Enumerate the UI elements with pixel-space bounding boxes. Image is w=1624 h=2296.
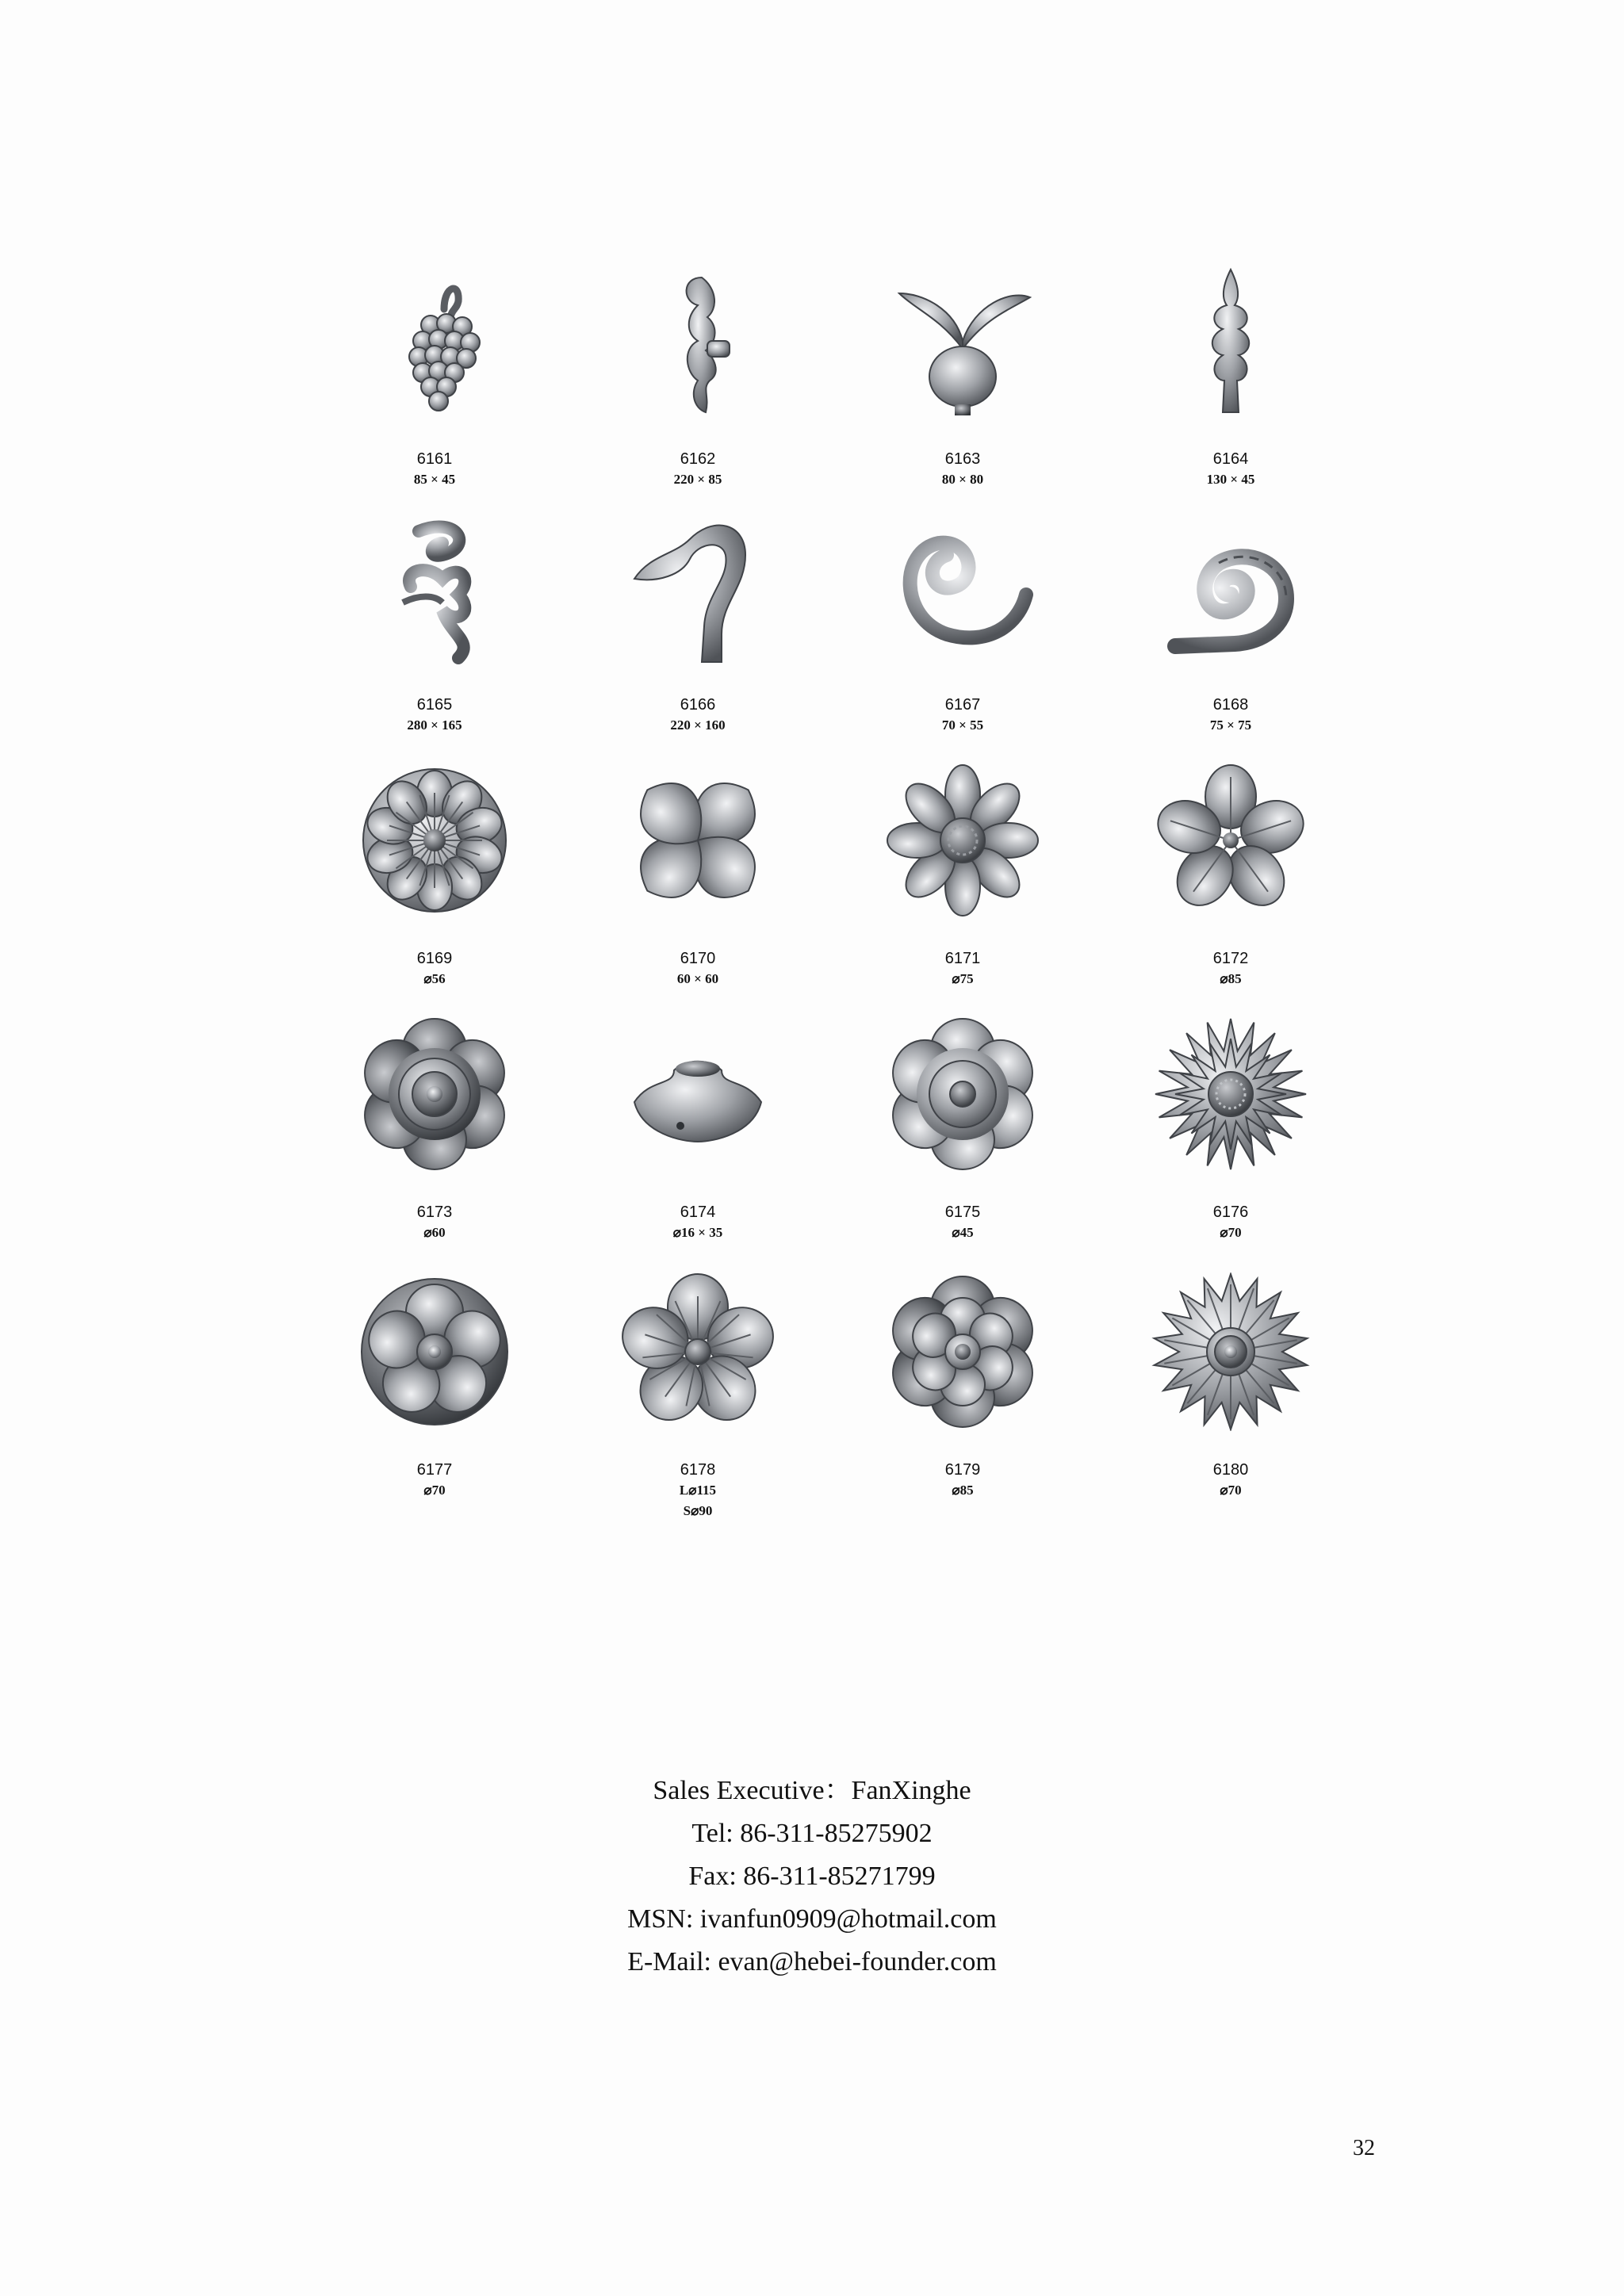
item-dimension: S⌀90 bbox=[683, 1503, 713, 1518]
sales-executive: Sales Executive：FanXinghe bbox=[653, 1776, 971, 1805]
catalog-item bbox=[331, 1015, 538, 1243]
page-number: 32 bbox=[1353, 2136, 1375, 2160]
hooked-bar-end-icon bbox=[619, 507, 777, 666]
item-code: 6172 bbox=[1212, 950, 1249, 967]
ornate-spiral-icon bbox=[1151, 507, 1310, 666]
catalog-item bbox=[1128, 1272, 1334, 1501]
item-code: 6175 bbox=[944, 1203, 981, 1221]
scroll-leaf-icon bbox=[355, 507, 514, 666]
item-code: 6176 bbox=[1212, 1203, 1249, 1221]
catalog-item bbox=[595, 262, 801, 490]
collar-cup-icon bbox=[619, 1015, 777, 1173]
item-code: 6173 bbox=[416, 1203, 453, 1221]
item-code: 6162 bbox=[680, 450, 716, 468]
item-dimension: 70 × 55 bbox=[941, 718, 984, 733]
item-code: 6164 bbox=[1212, 450, 1249, 468]
item-code: 6179 bbox=[944, 1461, 981, 1479]
item-dimension: 220 × 160 bbox=[670, 718, 726, 733]
catalog-item bbox=[595, 1272, 801, 1521]
item-dimension: ⌀16 × 35 bbox=[672, 1225, 723, 1240]
contact-block bbox=[0, 1770, 1624, 1984]
item-code: 6169 bbox=[416, 950, 453, 967]
item-dimension: ⌀85 bbox=[1220, 971, 1242, 986]
email: E-Mail: evan@hebei-founder.com bbox=[627, 1947, 997, 1976]
grape-cluster-icon bbox=[355, 262, 514, 420]
fax: Fax: 86-311-85271799 bbox=[688, 1862, 936, 1891]
item-code: 6165 bbox=[416, 696, 453, 714]
catalog-item bbox=[331, 1272, 538, 1501]
item-code: 6168 bbox=[1212, 696, 1249, 714]
flower-boss-small-icon bbox=[883, 1015, 1042, 1173]
star-flower-icon bbox=[1151, 1272, 1310, 1431]
spiral-scroll-icon bbox=[883, 507, 1042, 666]
item-code: 6163 bbox=[944, 450, 981, 468]
item-dimension: ⌀45 bbox=[952, 1225, 974, 1240]
rosette-icon bbox=[355, 761, 514, 920]
sunflower-icon bbox=[1151, 1015, 1310, 1173]
item-code: 6166 bbox=[680, 696, 716, 714]
item-dimension: ⌀56 bbox=[423, 971, 446, 986]
catalog-item bbox=[860, 1272, 1066, 1501]
item-dimension: ⌀75 bbox=[952, 971, 974, 986]
item-dimension: ⌀60 bbox=[423, 1225, 446, 1240]
item-dimension: ⌀70 bbox=[423, 1483, 446, 1498]
item-dimension: 280 × 165 bbox=[407, 718, 462, 733]
item-code: 6170 bbox=[680, 950, 716, 967]
tel: Tel: 86-311-85275902 bbox=[691, 1819, 933, 1848]
item-code: 6167 bbox=[944, 696, 981, 714]
msn: MSN: ivanfun0909@hotmail.com bbox=[627, 1904, 997, 1934]
item-dimension: 80 × 80 bbox=[941, 472, 984, 487]
item-code: 6161 bbox=[416, 450, 453, 468]
catalog-item bbox=[860, 1015, 1066, 1243]
acanthus-leaf-icon bbox=[1151, 262, 1310, 420]
catalog-item bbox=[331, 761, 538, 989]
item-code: 6171 bbox=[944, 950, 981, 967]
catalog-item bbox=[860, 761, 1066, 989]
catalog-item bbox=[331, 507, 538, 736]
item-dimension: ⌀70 bbox=[1220, 1225, 1242, 1240]
rose-disc-icon bbox=[355, 1272, 514, 1431]
four-leaf-icon bbox=[619, 761, 777, 920]
item-dimension: 75 × 75 bbox=[1209, 718, 1252, 733]
catalog-item bbox=[595, 507, 801, 736]
catalog-item bbox=[1128, 262, 1334, 490]
catalog-item bbox=[860, 262, 1066, 490]
acanthus-scroll-icon bbox=[619, 262, 777, 420]
item-code: 6178 bbox=[680, 1461, 716, 1479]
item-code: 6177 bbox=[416, 1461, 453, 1479]
item-dimension: 60 × 60 bbox=[676, 971, 719, 986]
catalog-item bbox=[860, 507, 1066, 736]
item-code: 6180 bbox=[1212, 1461, 1249, 1479]
catalog-item bbox=[1128, 761, 1334, 989]
catalog-item bbox=[1128, 1015, 1334, 1243]
item-dimension: ⌀70 bbox=[1220, 1483, 1242, 1498]
item-dimension: L⌀115 bbox=[679, 1483, 717, 1498]
item-dimension: 85 × 45 bbox=[413, 472, 456, 487]
five-petal-leaf-icon bbox=[1151, 761, 1310, 920]
double-flower-icon bbox=[883, 1272, 1042, 1431]
catalog-item bbox=[595, 761, 801, 989]
daisy-icon bbox=[883, 761, 1042, 920]
bud-with-leaves-icon bbox=[883, 262, 1042, 420]
item-dimension: 130 × 45 bbox=[1206, 472, 1255, 487]
item-dimension: 220 × 85 bbox=[673, 472, 722, 487]
catalog-item bbox=[595, 1015, 801, 1243]
catalog-item bbox=[1128, 507, 1334, 736]
ruffled-flower-icon bbox=[619, 1272, 777, 1431]
item-dimension: ⌀85 bbox=[952, 1483, 974, 1498]
item-code: 6174 bbox=[680, 1203, 716, 1221]
flower-boss-icon bbox=[355, 1015, 514, 1173]
catalog-item bbox=[331, 262, 538, 490]
